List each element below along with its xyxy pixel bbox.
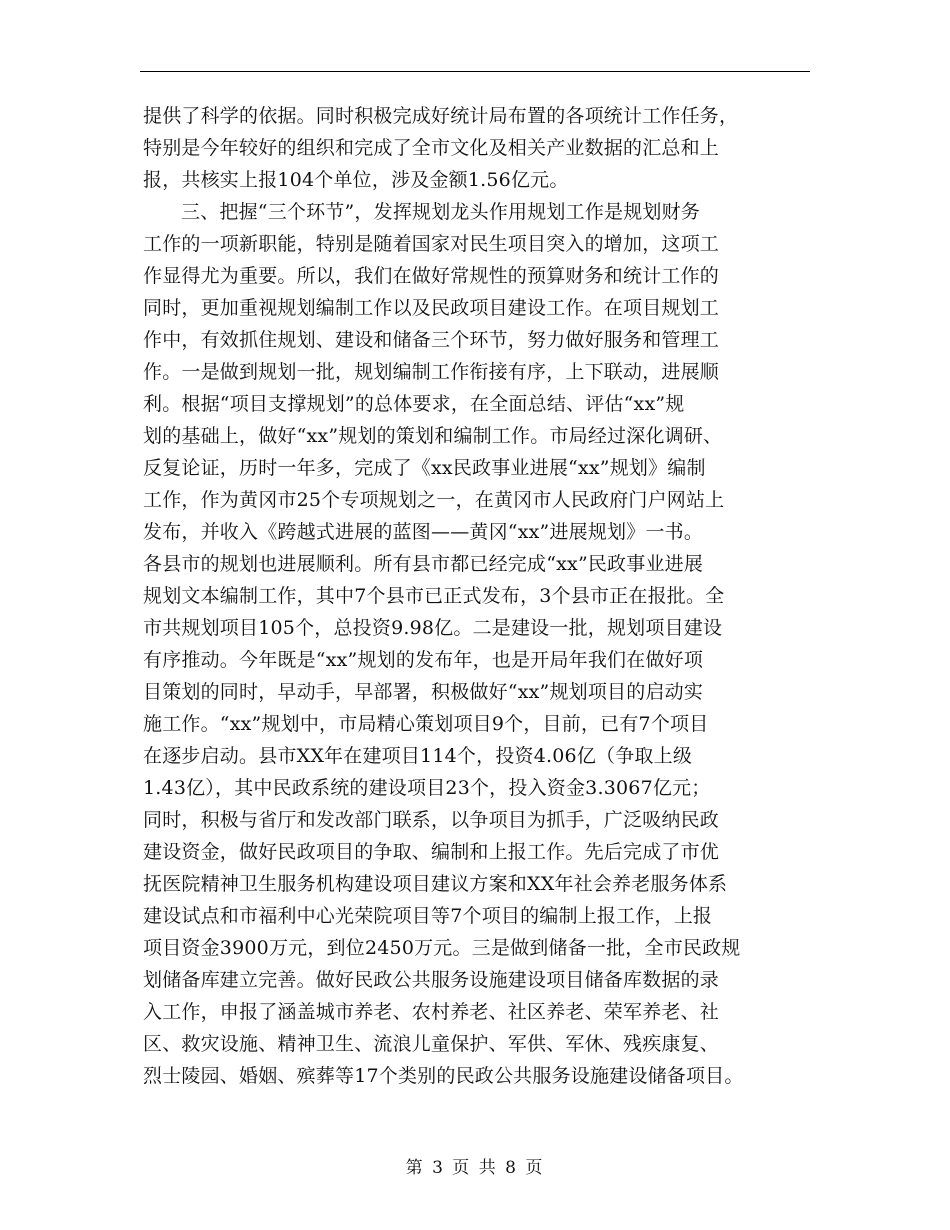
text-line: 施工作。“xx”规划中，市局精心策划项目9个，目前，已有7个项目 [143,713,709,735]
text-line: 市共规划项目105个，总投资9.98亿。二是建设一批，规划项目建设 [143,617,723,639]
text-line: 特别是今年较好的组织和完成了全市文化及相关产业数据的汇总和上 [143,137,720,159]
text-line: 反复论证，历时一年多，完成了《xx民政事业进展“xx”规划》编制 [143,457,706,479]
text-line: 抚医院精神卫生服务机构建设项目建议方案和XX年社会养老服务体系 [143,873,728,895]
text-line: 规划文本编制工作，其中7个县市已正式发布，3个县市正在报批。全 [143,585,725,607]
text-line: 报，共核实上报104个单位，涉及金额1.56亿元。 [143,169,569,191]
text-line: 工作的一项新职能，特别是随着国家对民生项目突入的增加，这项工 [143,233,720,255]
text-line: 工作，作为黄冈市25个专项规划之一，在黄冈市人民政府门户网站上 [143,489,725,511]
text-line: 有序推动。今年既是“xx”规划的发布年，也是开局年我们在做好项 [143,649,704,671]
text-line: 建设试点和市福利中心光荣院项目等7个项目的编制上报工作，上报 [143,905,713,927]
text-line: 建设资金，做好民政项目的争取、编制和上报工作。先后完成了市优 [143,841,720,863]
text-line: 烈士陵园、婚姻、殡葬等17个类别的民政公共服务设施建设储备项目。 [143,1065,744,1087]
text-line: 作显得尤为重要。所以，我们在做好常规性的预算财务和统计工作的 [143,265,720,287]
text-line: 区、救灾设施、精神卫生、流浪儿童保护、军供、军休、残疾康复、 [143,1033,720,1055]
text-line: 划的基础上，做好“xx”规划的策划和编制工作。市局经过深化调研、 [143,425,723,447]
text-line: 作。一是做到规划一批，规划编制工作衔接有序，上下联动，进展顺 [143,361,720,383]
text-line: 划储备库建立完善。做好民政公共服务设施建设项目储备库数据的录 [143,969,720,991]
text-line: 同时，积极与省厅和发改部门联系，以争项目为抓手，广泛吸纳民政 [143,809,720,831]
body-text [143,100,813,1092]
text-line: 项目资金3900万元，到位2450万元。三是做到储备一批，全市民政规 [143,937,741,959]
text-line: 入工作，申报了涵盖城市养老、农村养老、社区养老、荣军养老、社 [143,1001,720,1023]
text-line: 利。根据“项目支撑规划”的总体要求，在全面总结、评估“xx”规 [143,393,685,415]
text-line: 目策划的同时，早动手，早部署，积极做好“xx”规划项目的启动实 [143,681,704,703]
text-line: 作中，有效抓住规划、建设和储备三个环节，努力做好服务和管理工 [143,329,720,351]
text-line: 各县市的规划也进展顺利。所有县市都已经完成“xx”民政事业进展 [143,553,704,575]
text-line: 提供了科学的依据。同时积极完成好统计局布置的各项统计工作任务， [143,105,739,127]
text-line: 发布，并收入《跨越式进展的蓝图——黄冈“xx”进展规划》一书。 [143,521,704,543]
header-rule [140,71,810,72]
text-line: 1.43亿），其中民政系统的建设项目23个，投入资金3.3067亿元； [143,777,711,799]
page-number-footer: 第 3 页 共 8 页 [405,1158,545,1178]
paragraph-start-line: 三、把握“三个环节”，发挥规划龙头作用规划工作是规划财务 [181,201,701,223]
text-line: 在逐步启动。县市XX年在建项目114个，投资4.06亿（争取上级 [143,745,693,767]
text-line: 同时，更加重视规划编制工作以及民政项目建设工作。在项目规划工 [143,297,720,319]
